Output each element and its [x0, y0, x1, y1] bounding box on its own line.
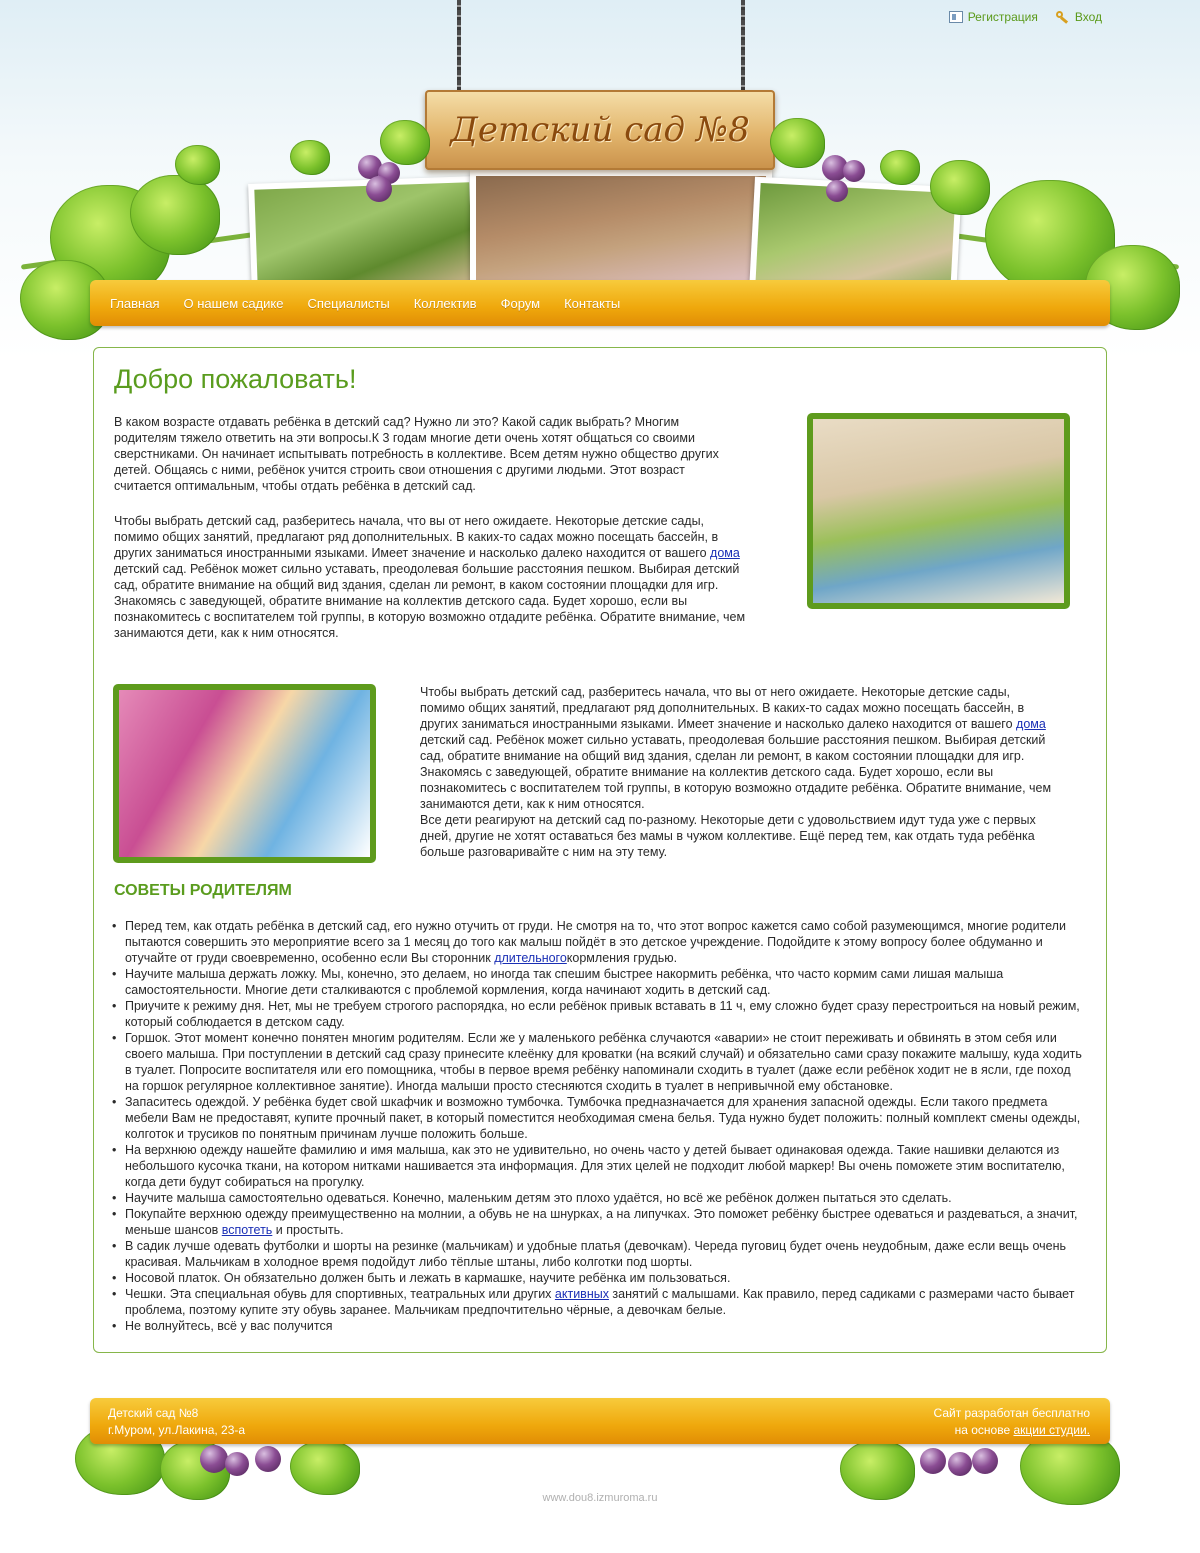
main-content	[93, 347, 1107, 1353]
leaf-decoration	[840, 1440, 915, 1500]
grape-decoration	[948, 1452, 972, 1476]
list-item: • Чешки. Эта специальная обувь для спортивных, театральных или других активных занятий с малышами. Как правило, перед садиками с размерами часто бывает проблема, поэтому купите эту обувь заранее. Мальчикам предпочтительно чёрные, а девочкам белые.	[112, 1286, 1087, 1318]
leaf-decoration	[290, 140, 330, 175]
footer-name: Детский сад №8	[108, 1406, 199, 1420]
header-photo-playground	[248, 176, 479, 296]
register-icon	[949, 11, 963, 23]
home-link[interactable]: дома	[1016, 717, 1046, 731]
grape-decoration	[843, 160, 865, 182]
tips-list	[112, 918, 1087, 1334]
footer-contacts	[108, 1405, 245, 1439]
nav-item-specialists[interactable]: Специалисты	[307, 295, 390, 311]
grape-decoration	[200, 1445, 228, 1473]
leaf-decoration	[380, 120, 430, 165]
studio-promo-link[interactable]: акции студии.	[1013, 1423, 1090, 1437]
tip-link[interactable]: длительного	[494, 951, 567, 965]
list-item: • Перед тем, как отдать ребёнка в детский сад, его нужно отучить от груди. Не смотря на то, что этот вопрос кажется само собой разумеющимся, многие родители пытаются совершить это мероприятие всего за 1 месяц до того как малыш пойдёт в это детское учреждение. Подойдите к этому вопросу более обдуманно и отучайте от груди своевременно, особенно если Вы сторонник длительногокормления грудью.	[112, 918, 1087, 966]
home-link[interactable]: дома	[710, 546, 740, 560]
header-photo-children	[470, 170, 772, 292]
list-item: • Покупайте верхнюю одежду преимущественно на молнии, а обувь не на шнурках, а на липучках. Это поможет ребёнку быстрее одеваться и раздеваться, а значит, меньше шансов вспотеть и простыть.	[112, 1206, 1087, 1238]
intro-paragraph: В каком возрасте отдавать ребёнка в детский сад? Нужно ли это? Какой садик выбрать? Многим родителям тяжело ответить на эти вопросы.К 3 годам многие дети очень хотят общаться со своими сверстниками. Он начинает испытывать потребность в коллективе. Всем детям нужно общество других детей. Общаясь с ними, ребёнок учится строить свои отношения с другими людьми. Этот возраст считается оптимальным, чтобы отдать ребёнка в детский сад.	[114, 415, 719, 493]
site-url: www.dou8.izmuroma.ru	[542, 1492, 658, 1504]
chain-left	[457, 0, 461, 95]
list-item: • Запаситесь одеждой. У ребёнка будет свой шкафчик и возможно тумбочка. Тумбочка предназначается для хранения запасной одежды. Если такого предмета мебели Вам не предоставят, купите прочный пакет, в который поместится необходимая смена белья. Туда нужно будет положить: полный комплект смены одежды, колготок и трусиков по понятным причинам лучше положить больше.	[112, 1094, 1087, 1142]
list-item: • На верхнюю одежду нашейте фамилию и имя малыша, как это не удивительно, но очень часто у детей бывает одинаковая одежда. Такие нашивки делаются из небольшого кусочка ткани, на котором нитками нашивается эта информация. Для этих целей не подходит любой маркер! Вы очень поможете этим воспитателю, когда дети будут собираться на прогулку.	[112, 1142, 1087, 1190]
leaf-decoration	[930, 160, 990, 215]
login-link[interactable]: Вход	[1056, 10, 1102, 24]
list-item: • В садик лучше одевать футболки и шорты на резинке (мальчикам) и удобные платья (девочкам). Череда пуговиц будет очень неудобным, даже если вещь очень красивая. Мальчикам в холодное время подойдут либо тёплые штаны, либо колготки под шорты.	[112, 1238, 1087, 1270]
tip-link[interactable]: активных	[554, 1287, 609, 1301]
choose-paragraph: Чтобы выбрать детский сад, разберитесь начала, что вы от него ожидаете. Некоторые детские сады, помимо общих занятий, предлагают ряд дополнительных. В каких-то садах можно посещать бассейн, в других заниматься иностранными языками. Имеет значение и насколько далеко находится от вашего дома детский сад. Ребёнок может сильно уставать, преодолевая большие расстояния пешком. Выбирая детский сад, обратите внимание на общий вид здания, сделан ли ремонт, в каком состоянии площадки для игр. Знакомясь с заведующей, обратите внимание на коллектив детского сада. Будет хорошо, если вы познакомитесь с воспитателем той группы, в которую возможно отдадите ребёнка. Обратите внимание, чем занимаются дети, как к ним относятся.	[114, 514, 746, 640]
choose-paragraph-repeat: Чтобы выбрать детский сад, разберитесь начала, что вы от него ожидаете. Некоторые детские сады, помимо общих занятий, предлагают ряд дополнительных. В каких-то садах можно посещать бассейн, в других заниматься иностранными языками. Имеет значение и насколько далеко находится от вашего дома детский сад. Ребёнок может сильно уставать, преодолевая большие расстояния пешком. Выбирая детский сад, обратите внимание на общий вид здания, сделан ли ремонт, в каком состоянии площадки для игр. Знакомясь с заведующей, обратите внимание на коллектив детского сада. Будет хорошо, если вы познакомитесь с воспитателем той группы, в которую возможно отдадите ребёнка. Обратите внимание, чем занимаются дети, как к ним относятся. Все дети реагируют на детский сад по-разному. Некоторые дети с удовольствием идут туда уже с первых дней, другие не хотят оставаться без мамы в чужом коллективе. Ещё перед тем, как отдать туда ребёнка больше разговаривайте с ним на эту тему.	[420, 685, 1052, 859]
leaf-decoration	[880, 150, 920, 185]
nav-item-home[interactable]: Главная	[110, 295, 160, 311]
leaf-decoration	[770, 118, 825, 168]
footer-credits: Сайт разработан бесплатно на основе акции студии.	[933, 1406, 1090, 1437]
leaf-decoration	[175, 145, 220, 185]
site-title: Детский сад №8	[450, 110, 750, 150]
nav-item-about[interactable]: О нашем садике	[183, 295, 284, 311]
tips-title: СОВЕТЫ РОДИТЕЛЯМ	[114, 882, 292, 899]
leaf-decoration	[130, 175, 220, 255]
list-item: • Научите малыша держать ложку. Мы, конечно, это делаем, но иногда так спешим быстрее накормить ребёнка, что часто кормим сами лишая малыша самостоятельности. Многие дети сталкиваются с проблемой кормления, когда начинают ходить в детский сад.	[112, 966, 1087, 998]
site-sign	[425, 90, 775, 170]
tip-link[interactable]: вспотеть	[221, 1223, 273, 1237]
footer-address: г.Муром, ул.Лакина, 23-а	[108, 1423, 246, 1437]
footer-credit: Сайт разработан бесплатно	[933, 1406, 1090, 1420]
footer	[90, 1398, 1110, 1444]
page-title: Добро пожаловать!	[114, 364, 357, 394]
list-item: • Не волнуйтесь, всё у вас получится	[112, 1318, 1087, 1334]
chain-right	[741, 0, 745, 95]
grape-decoration	[366, 176, 392, 202]
auth-links	[949, 10, 1102, 24]
list-item: • Научите малыша самостоятельно одеваться. Конечно, маленьким детям это плохо удаётся, но всё же ребёнок должен пытаться это сделать.	[112, 1190, 1087, 1206]
register-link[interactable]: Регистрация	[949, 10, 1038, 24]
key-icon	[1056, 11, 1070, 23]
list-item: • Носовой платок. Он обязательно должен быть и лежать в кармашке, научите ребёнка им пользоваться.	[112, 1270, 1087, 1286]
grape-decoration	[255, 1446, 281, 1472]
nav-item-forum[interactable]: Форум	[500, 295, 541, 311]
list-item: • Горшок. Этот момент конечно понятен многим родителям. Если же у маленького ребёнка случаются «аварии» не стоит переживать и обвинять в этом себя или своего малыша. При поступлении в детский сад сразу принесите клеёнку для кроватки (на всякий случай) и обязательно сами сразу покажите малышу, куда ходить в туалет. Попросите воспитателя или его помощника, чтобы в первое время ребёнку напоминали сходить в туалет (даже если ребёнок ходит не в ясли, где поход на горшок регулярное коллективное занятие). Иногда малыши просто стесняются сходить в туалет в непривычной ему обстановке.	[112, 1030, 1087, 1094]
grape-decoration	[225, 1452, 249, 1476]
list-item: • Приучите к режиму дня. Нет, мы не требуем строгого распорядка, но если ребёнок привык вставать в 11 ч, ему сложно будет сразу перестроиться на новый режим, который соблюдается в детском саду.	[112, 998, 1087, 1030]
main-nav	[90, 280, 1110, 326]
nav-item-staff[interactable]: Коллектив	[413, 295, 477, 311]
drawing-kids-photo	[113, 684, 376, 863]
grape-decoration	[920, 1448, 946, 1474]
grape-decoration	[826, 180, 848, 202]
classroom-photo	[807, 413, 1070, 609]
grape-decoration	[972, 1448, 998, 1474]
leaf-decoration	[290, 1440, 360, 1495]
nav-item-contacts[interactable]: Контакты	[564, 295, 621, 311]
